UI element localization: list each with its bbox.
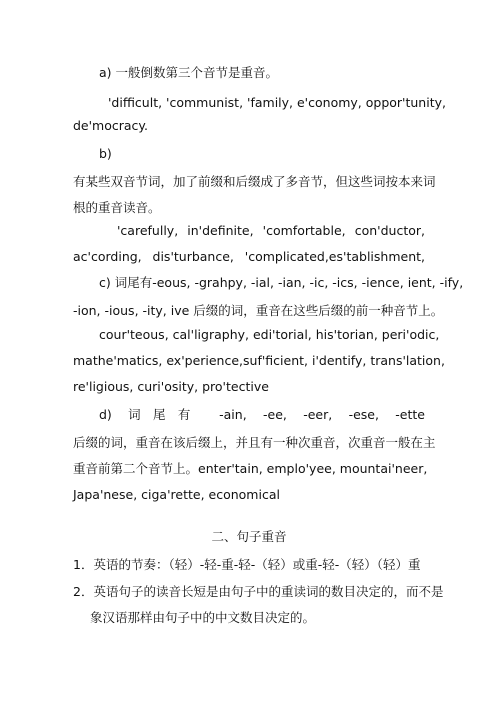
rule-b-heading: b)	[99, 146, 112, 161]
sentence-item-2-cont: 象汉语那样由句子中的中文数目决定的。	[90, 610, 316, 625]
rule-b-text-1: 有某些双音节词，加了前缀和后缀成了多音节，但这些词按本来词	[73, 174, 436, 189]
example-line-5: cour'teous, cal'ligraphy, edi'torial, his'torian, peri'odic,	[99, 327, 440, 342]
example-line-7: re'ligious, curi'osity, pro'tective	[73, 379, 269, 394]
sentence-item-2: 2．英语句子的读音长短是由句子中的重读词的数目决定的，而不是	[73, 584, 444, 599]
rule-d-text-2: 重音前第二个音节上。enter'tain, emplo'yee, mountai'neer,	[73, 461, 428, 476]
example-line-1: 'difficult, 'communist, 'family, e'conomy, oppor'tunity,	[108, 95, 446, 110]
example-line-8: Japa'nese, ciga'rette, economical	[73, 487, 280, 502]
example-line-2: de'mocracy.	[73, 118, 149, 133]
section-heading: 二、句子重音	[211, 529, 287, 544]
example-line-6: mathe'matics, ex'perience,suf'ficient, i'dentify, trans'lation,	[73, 353, 445, 368]
rule-d-heading: d) 词尾有 -ain, -ee, -eer, -ese, -ette	[99, 407, 425, 422]
example-line-3: 'carefully, in'definite, 'comfortable, con'ductor,	[117, 223, 425, 238]
example-line-4: ac'cording, dis'turbance, 'complicated,es'tablishment,	[73, 249, 425, 264]
rule-a-heading: a) 一般倒数第三个音节是重音。	[99, 65, 279, 80]
rule-c-text-2: -ion, -ious, -ity, ive 后缀的词，重音在这些后缀的前一种音节上。	[73, 303, 444, 318]
rule-c-text-1: c) 词尾有-eous, -grahpy, -ial, -ian, -ic, -ics, -ience, ient, -ify,	[99, 275, 464, 290]
rule-b-text-2: 根的重音读音。	[73, 200, 161, 215]
rule-d-text-1: 后缀的词，重音在该后缀上，并且有一种次重音，次重音一般在主	[73, 435, 436, 450]
sentence-item-1: 1．英语的节奏：（轻）-轻-重-轻-（轻）或重-轻-（轻）（轻）重	[73, 557, 421, 572]
